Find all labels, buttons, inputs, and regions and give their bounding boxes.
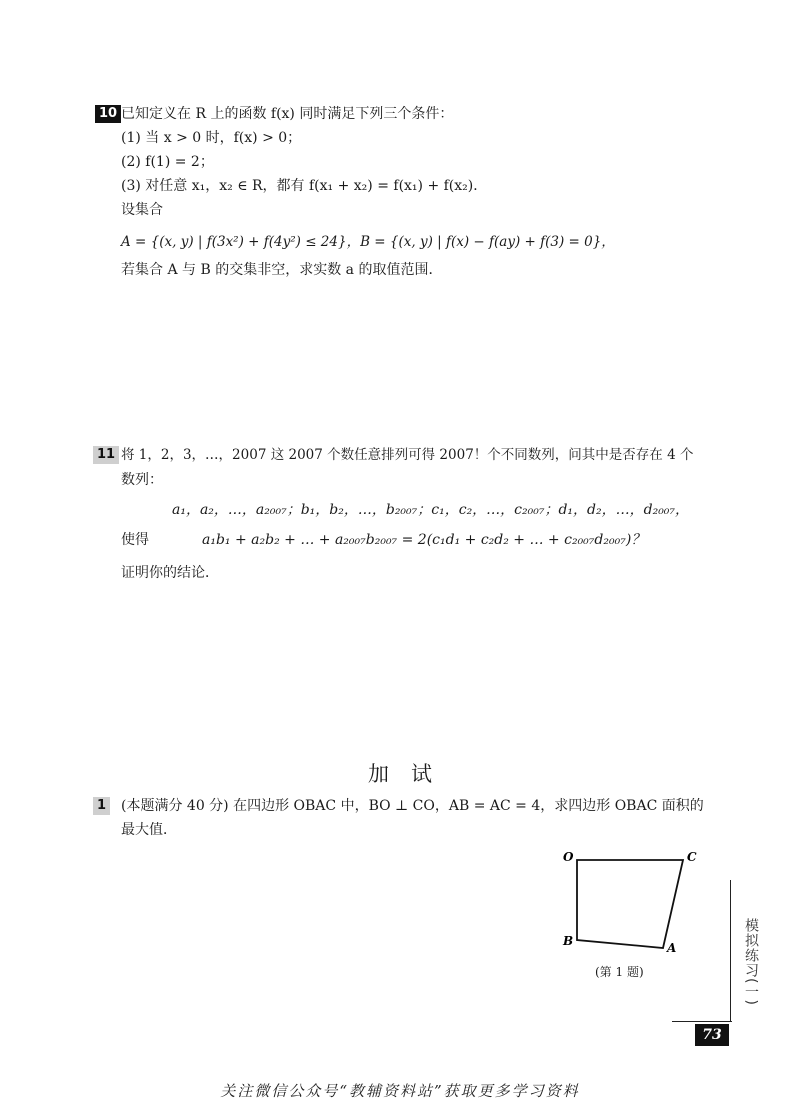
problem-11-line-1: 将 1，2，3，…，2007 这 2007 个数任意排列可得 2007！个不同数列，问其中是否存在 4 个 bbox=[121, 447, 694, 463]
problem-11-conclusion: 证明你的结论． bbox=[121, 565, 219, 581]
quadrilateral-obac bbox=[577, 860, 683, 948]
quadrilateral-figure bbox=[555, 848, 705, 958]
figure-caption: (第 1 题) bbox=[595, 965, 644, 979]
footer-note: 关注微信公众号“教辅资料站”获取更多学习资料 bbox=[220, 1082, 580, 1100]
problem-11-line-2: 数列： bbox=[121, 472, 163, 488]
section-title: 加试 bbox=[368, 762, 454, 786]
problem-10-badge: 10 bbox=[95, 105, 121, 123]
vertex-label-o: O bbox=[563, 850, 574, 864]
vertex-label-b: B bbox=[563, 934, 574, 948]
problem-10-intro: 已知定义在 R 上的函数 f(x) 同时满足下列三个条件： bbox=[121, 106, 454, 122]
problem-10-condition-1: (1) 当 x > 0 时，f(x) > 0； bbox=[121, 130, 302, 146]
problem-10-condition-3: (3) 对任意 x₁，x₂ ∈ R，都有 f(x₁ + x₂) = f(x₁) + f(x₂)． bbox=[121, 178, 488, 194]
problem-10-set-intro: 设集合 bbox=[121, 202, 163, 218]
problem-10-question: 若集合 A 与 B 的交集非空，求实数 a 的取值范围． bbox=[121, 262, 443, 278]
extra-problem-1-line-1: (本题满分 40 分) 在四边形 OBAC 中，BO ⊥ CO，AB = AC = 4，求四边形 OBAC 面积的 bbox=[121, 798, 704, 814]
page-number: 73 bbox=[695, 1024, 729, 1046]
problem-11-equation: a₁b₁ + a₂b₂ + … + a₂₀₀₇b₂₀₀₇ = 2(c₁d₁ + c₂d₂ + … + c₂₀₀₇d₂₀₀₇)？ bbox=[202, 532, 646, 548]
problem-10-sets: A = {(x, y) | f(3x²) + f(4y²) ≤ 24}，B = {(x, y) | f(x) − f(ay) + f(3) = 0}， bbox=[121, 234, 615, 250]
page-number-rule bbox=[672, 1021, 732, 1022]
side-section-label: 模拟练习(一) bbox=[743, 918, 759, 1006]
vertex-label-c: C bbox=[687, 850, 697, 864]
problem-11-badge: 11 bbox=[93, 446, 119, 464]
extra-problem-1-line-2: 最大值． bbox=[121, 822, 177, 838]
problem-11-use-label: 使得 bbox=[121, 532, 149, 548]
problem-10-condition-2: (2) f(1) = 2； bbox=[121, 154, 214, 170]
side-margin-rule bbox=[730, 880, 731, 1022]
extra-problem-1-badge: 1 bbox=[93, 797, 110, 815]
vertex-label-a: A bbox=[667, 941, 677, 955]
problem-11-sequences: a₁，a₂，…，a₂₀₀₇；b₁，b₂，…，b₂₀₀₇；c₁，c₂，…，c₂₀₀₇；d₁，d₂，…，d₂₀₀₇， bbox=[172, 502, 690, 518]
